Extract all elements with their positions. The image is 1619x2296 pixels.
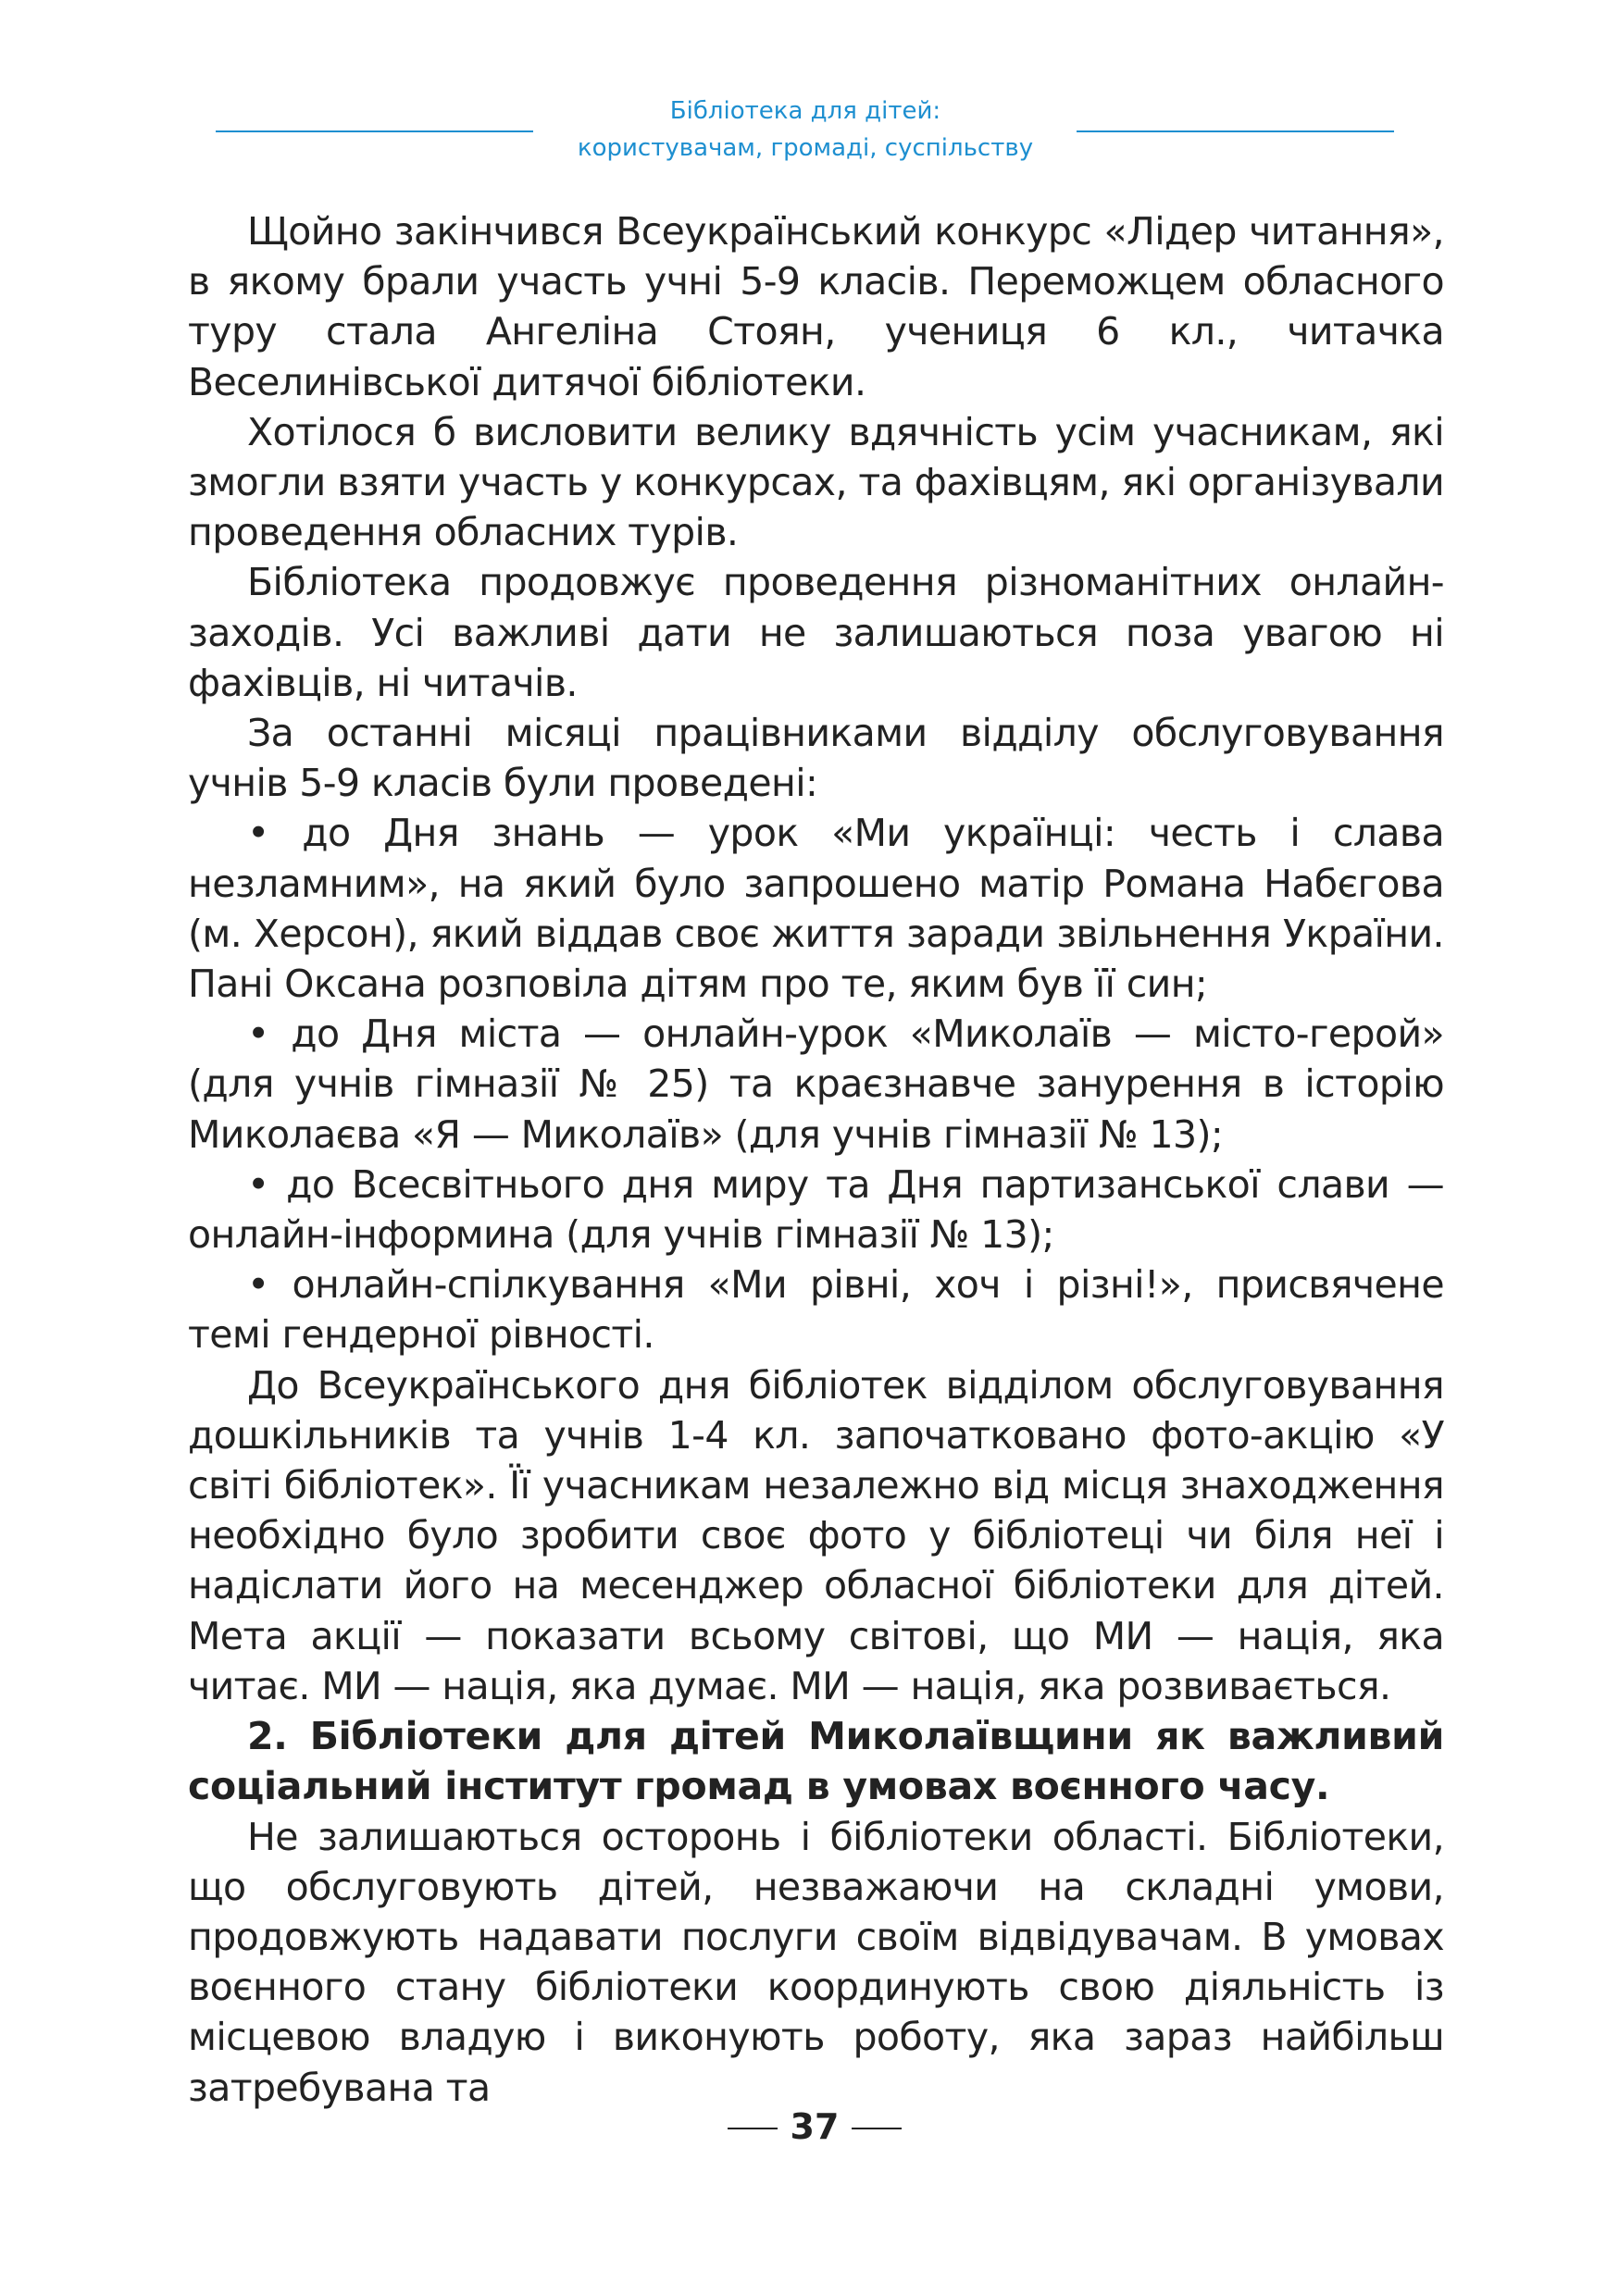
running-header [0, 85, 1619, 178]
list-item-den-znan: • до Дня знань — урок «Ми українці: честь і слава незламним», на який було запрошено матір Романа Набєгова (м. Херсон), який віддав своє життя заради звільнення України. Пані Оксана розповіла дітям про те, яким був її син; [188, 811, 1444, 1007]
list-item-den-myru: • до Всесвітнього дня миру та Дня партизанської слави — онлайн-інформина (для учнів гімназії № 13); [188, 1161, 1444, 1258]
page-footer [0, 2101, 1619, 2156]
footer-rule-left [728, 2128, 778, 2129]
footer-rule-right [852, 2128, 902, 2129]
header-title [518, 93, 1092, 167]
paragraph-online-events: Бібліотека продовжує проведення різноманітних онлайн-заходів. Усі важливі дати не залишаються поза увагою ні фахівців, ні читачів. [188, 560, 1444, 705]
paragraph-lider-chytannia: Щойно закінчився Всеукраїнський конкурс «Лідер читання», в якому брали участь учні 5-9 класів. Переможцем обласного туру стала Ангеліна Стоян, учениця 6 кл., читачка Веселинівської дитячої бібліотеки. [188, 209, 1444, 404]
section-heading-2: 2. Бібліотеки для дітей Миколаївщини як важливий соціальний інститут громад в умовах воєнного часу. [188, 1714, 1444, 1809]
paragraph-regional-libraries: Не залишаються осторонь і бібліотеки області. Бібліотеки, що обслуговують дітей, незважаючи на складні умови, продовжують надавати послуги своїм відвідувачам. В умовах воєнного стану бібліотеки координують свою діяльність із місцевою владую і виконують роботу, яка зараз найбільш затребувана та [188, 1814, 1444, 2110]
paragraph-gratitude: Хотілося б висловити велику вдячність усім учасникам, які змогли взяти участь у конкурсах, та фахівцям, які організували проведення обласних турів. [188, 409, 1444, 555]
header-rule-right [1077, 130, 1394, 132]
paragraph-photo-action: До Всеукраїнського дня бібліотек відділом обслуговування дошкільників та учнів 1-4 кл. започатковано фото-акцію «У світі бібліотек». Її учасникам незалежно від місця знаходження необхідно було зробити своє фото у бібліотеці чи біля неї і надіслати його на месенджер обласної бібліотеки для дітей. Мета акції — показати всьому світові, що МИ — нація, яка читає. МИ — нація, яка думає. МИ — нація, яка розвивається. [188, 1362, 1444, 1708]
page-number: 37 [790, 2106, 840, 2147]
header-rule-left [216, 130, 533, 132]
list-item-den-mista: • до Дня міста — онлайн-урок «Миколаїв — місто-герой» (для учнів гімназії № 25) та краєзнавче занурення в історію Миколаєва «Я — Миколаїв» (для учнів гімназії № 13); [188, 1011, 1444, 1157]
list-item-gender-equality: • онлайн-спілкування «Ми рівні, хоч і різні!», присвячене темі гендерної рівності. [188, 1262, 1444, 1358]
paragraph-events-intro: За останні місяці працівниками відділу обслуговування учнів 5-9 класів були проведені: [188, 711, 1444, 806]
header-title-line-1: Бібліотека для дітей: [669, 97, 941, 125]
page-body [188, 206, 1444, 2113]
header-title-line-2: користувачам, громаді, суспільству [577, 134, 1034, 162]
